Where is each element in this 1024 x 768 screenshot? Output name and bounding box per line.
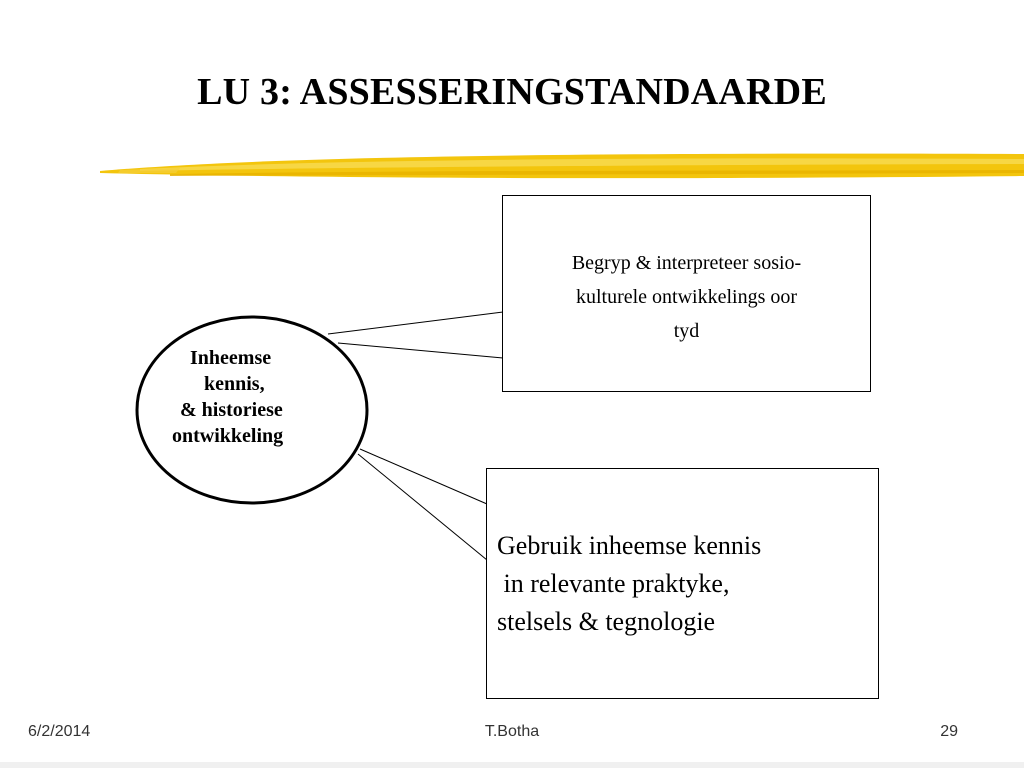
center-node-line-1: Inheemse: [190, 347, 272, 369]
slide-title: LU 3: ASSESSERINGSTANDAARDE: [197, 71, 827, 113]
bottom-divider: [0, 762, 1024, 768]
bottom-box-line-2: in relevante praktyke,: [497, 569, 730, 598]
top-box-line-1: Begryp & interpreteer sosio-: [571, 252, 802, 274]
connector-bottom-lower: [358, 454, 487, 560]
connector-top-lower: [338, 343, 503, 358]
bottom-box-text: [497, 527, 761, 641]
footer-author: T.Botha: [484, 723, 540, 740]
center-node-label: [140, 345, 360, 449]
top-box-line-3: tyd: [673, 320, 700, 342]
top-box: [502, 195, 871, 392]
bottom-box-line-3: stelsels & tegnologie: [497, 607, 716, 636]
top-box-line-2: kulturele ontwikkelings oor: [575, 286, 798, 308]
connector-top-upper: [328, 312, 503, 334]
bottom-box-line-1: Gebruik inheemse kennis: [497, 531, 762, 560]
center-node-line-2: kennis,: [204, 373, 265, 395]
footer-date: 6/2/2014: [28, 723, 91, 740]
bottom-box: [486, 468, 879, 699]
center-node-line-3: & historiese: [170, 399, 283, 421]
connector-bottom-upper: [360, 449, 487, 504]
top-box-text: [503, 246, 870, 348]
footer-page-number: 29: [940, 723, 958, 740]
center-node-line-4: ontwikkeling: [172, 425, 284, 447]
